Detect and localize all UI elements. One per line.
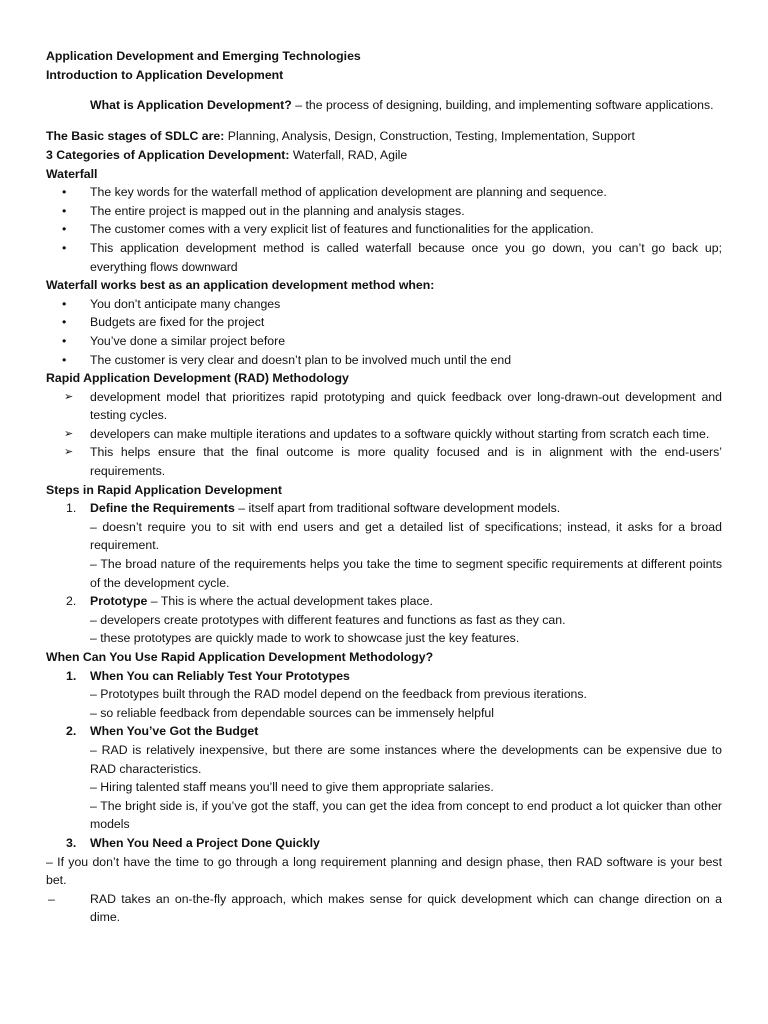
- waterfall-heading: Waterfall: [46, 166, 98, 181]
- step-item: 2. Prototype – This is where the actual development takes place.: [66, 594, 433, 609]
- waterfall-when-heading: Waterfall works best as an application development method when:: [46, 278, 435, 293]
- list-item: • You’ve done a similar project before: [46, 332, 722, 351]
- bullet-icon: •: [62, 296, 67, 311]
- when-detail: – Prototypes built through the RAD model depend on the feedback from previous iterations.: [90, 687, 587, 702]
- when-rad-heading: When Can You Use Rapid Application Development Methodology?: [46, 650, 434, 664]
- sdlc-line: [46, 127, 722, 146]
- sdlc-text: Planning, Analysis, Design, Construction, Testing, Implementation, Support: [224, 129, 635, 144]
- when-detail: – RAD is relatively inexpensive, but there are some instances where the developments can be expensive due to RAD characteristics.: [90, 742, 722, 776]
- when-label: When You’ve Got the Budget: [90, 724, 259, 739]
- categories-label: 3 Categories of Application Development:: [46, 147, 290, 162]
- arrow-bullet-icon: ➢: [64, 427, 74, 440]
- list-item: ➢ development model that prioritizes rapid prototyping and quick feedback over long-drawn-out development and testing cycles.: [64, 389, 722, 423]
- when-detail: – so reliable feedback from dependable sources can be immensely helpful: [90, 705, 494, 720]
- when-tail-text: – If you don’t have the time to go through a long requirement planning and design phase, then RAD software is your best bet.: [46, 854, 722, 888]
- when-item: 3. When You Need a Project Done Quickly: [66, 835, 320, 850]
- intro-heading: Introduction to Application Development: [46, 67, 284, 82]
- when-detail: – The bright side is, if you’ve got the staff, you can get the idea from concept to end product a lot quicker than other models: [90, 798, 722, 832]
- arrow-bullet-icon: ➢: [64, 446, 74, 459]
- when-detail: – Hiring talented staff means you’ll need to give them appropriate salaries.: [90, 780, 494, 795]
- list-item: • You don’t anticipate many changes: [46, 295, 722, 314]
- bullet-icon: •: [62, 240, 67, 255]
- bullet-icon: •: [62, 185, 67, 200]
- when-item: 2. When You’ve Got the Budget: [66, 724, 259, 739]
- list-item: • The entire project is mapped out in the planning and analysis stages.: [46, 202, 722, 221]
- when-item: 1. When You can Reliably Test Your Prototypes: [66, 668, 350, 683]
- when-label: When You can Reliably Test Your Prototypes: [90, 668, 350, 683]
- list-item: • Budgets are fixed for the project: [46, 313, 722, 332]
- dash-marker: –: [48, 891, 55, 906]
- intro-question: What is Application Development?: [90, 98, 292, 113]
- bullet-icon: •: [62, 333, 67, 348]
- list-item: ➢ developers can make multiple iterations and updates to a software quickly without starting from scratch each time.: [46, 425, 722, 444]
- step-label: Define the Requirements: [90, 501, 235, 516]
- list-item: • This application development method is called waterfall because once you go down, you can’t go back up; everything flows downward: [62, 240, 722, 274]
- intro-answer: – the process of designing, building, and implementing software applications.: [291, 98, 714, 113]
- list-item: • The customer is very clear and doesn’t plan to be involved much until the end: [46, 351, 722, 370]
- bullet-icon: •: [62, 315, 67, 330]
- bullet-icon: •: [62, 222, 67, 237]
- sdlc-label: The Basic stages of SDLC are:: [46, 129, 225, 144]
- step-detail: – these prototypes are quickly made to work to showcase just the key features.: [90, 631, 520, 646]
- step-label: Prototype: [90, 594, 148, 609]
- step-detail: – The broad nature of the requirements helps you take the time to segment specific requirements at different points of the development cycle.: [90, 557, 722, 590]
- document-title: Application Development and Emerging Technologies: [46, 49, 361, 63]
- list-item: • The customer comes with a very explicit list of features and functionalities for the application.: [46, 220, 722, 239]
- list-item: ➢ This helps ensure that the final outcome is more quality focused and is in alignment with the end-users’ requirements.: [64, 445, 722, 479]
- document-page: [46, 47, 722, 927]
- when-label: When You Need a Project Done Quickly: [90, 835, 320, 850]
- step-item: 1. Define the Requirements – itself apart from traditional software development models.: [66, 501, 561, 516]
- bullet-icon: •: [62, 203, 67, 218]
- arrow-bullet-icon: ➢: [64, 390, 74, 403]
- categories-text: Waterfall, RAD, Agile: [289, 147, 408, 162]
- rad-heading: Rapid Application Development (RAD) Methodology: [46, 371, 349, 386]
- intro-definition: [46, 96, 722, 115]
- step-detail: – doesn’t require you to sit with end users and get a detailed list of specifications; instead, it asks for a broad requirement.: [90, 519, 722, 553]
- categories-line: [46, 146, 722, 165]
- step-detail: – developers create prototypes with different features and functions as fast as they can.: [90, 612, 566, 627]
- list-item: • The key words for the waterfall method of application development are planning and sequence.: [46, 183, 722, 202]
- bullet-icon: •: [62, 352, 67, 367]
- steps-heading: Steps in Rapid Application Development: [46, 482, 282, 497]
- dash-item: – RAD takes an on-the-fly approach, which makes sense for quick development which can change direction on a dime.: [48, 891, 722, 925]
